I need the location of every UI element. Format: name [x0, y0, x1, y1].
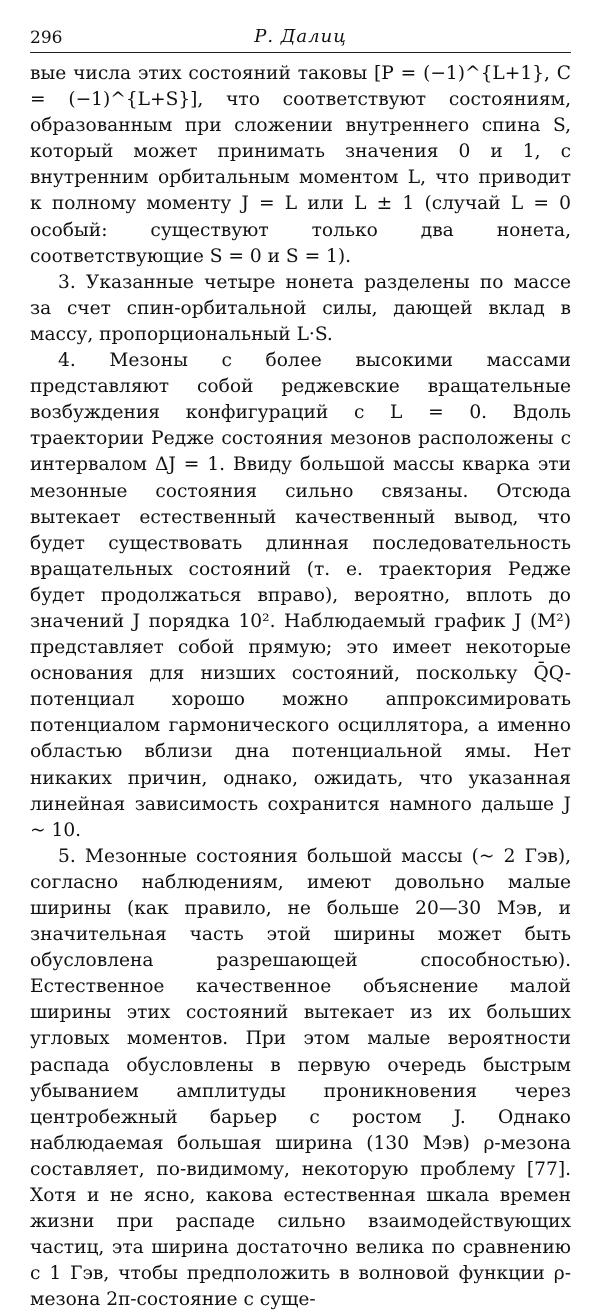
paragraph-continuation: вые числа этих состояний таковы [P = (−1)^{L+1}, C = (−1)^{L+S}], что соответствуют состояниям, образованным при сложении внутреннего спина S, который может принимать значения 0 и 1, с внутренним орбитальным моментом L, что приводит к полному моменту J = L или L ± 1 (случай L = 0 особый: существуют только два нонета, соответствующие S = 0 и S = 1). [30, 63, 571, 267]
paragraph-item-4: 4. Мезоны с более высокими массами представляют собой реджевские вращательные возбуждения конфигураций с L = 0. Вдоль траектории Редже состояния мезонов расположены с интервалом ΔJ = 1. Ввиду большой массы кварка эти мезонные состояния сильно связаны. Отсюда вытекает естественный качественный вывод, что будет существовать длинная последовательность вращательных состояний (т. е. траектория Редже будет продолжаться вправо), вероятно, вплоть до значений J порядка 10². Наблюдаемый график J (M²) представляет собой прямую; это имеет некоторые основания для низших состояний, поскольку Q̄Q-потенциал хорошо можно аппроксимировать потенциалом гармонического осциллятора, а именно областью вблизи дна потенциальной ямы. Нет никаких причин, однако, ожидать, что указанная линейная зависимость сохранится намного дальше J ~ 10. [30, 350, 571, 841]
body-text [30, 61, 571, 1314]
paragraph-item-3: 3. Указанные четыре нонета разделены по массе за счет спин-орбитальной силы, дающей вклад в массу, пропорциональный L·S. [30, 271, 571, 345]
book-page [30, 24, 571, 1314]
paragraph-item-5: 5. Мезонные состояния большой массы (~ 2 Гэв), согласно наблюдениям, имеют довольно малые ширины (как правило, не больше 20—30 Мэв, и значительная часть этой ширины может быть обусловлена разрешающей способностью). Естественное качественное объяснение малой ширины этих состояний вытекает из их больших угловых моментов. При этом малые вероятности распада обусловлены в первую очередь быстрым убыванием амплитуды проникновения через центробежный барьер с ростом J. Однако наблюдаемая большая ширина (130 Мэв) ρ-мезона составляет, по-видимому, некоторую проблему [77]. Хотя и не ясно, какова естественная шкала времен жизни при распаде сильно взаимодействующих частиц, эта ширина достаточно велика по сравнению с 1 Гэв, чтобы предположить в волновой функции ρ-мезона 2π-состояние с суще- [30, 845, 571, 1311]
running-head: Р. Далиц [254, 26, 347, 47]
page-header [30, 24, 571, 53]
page-number: 296 [30, 28, 63, 48]
